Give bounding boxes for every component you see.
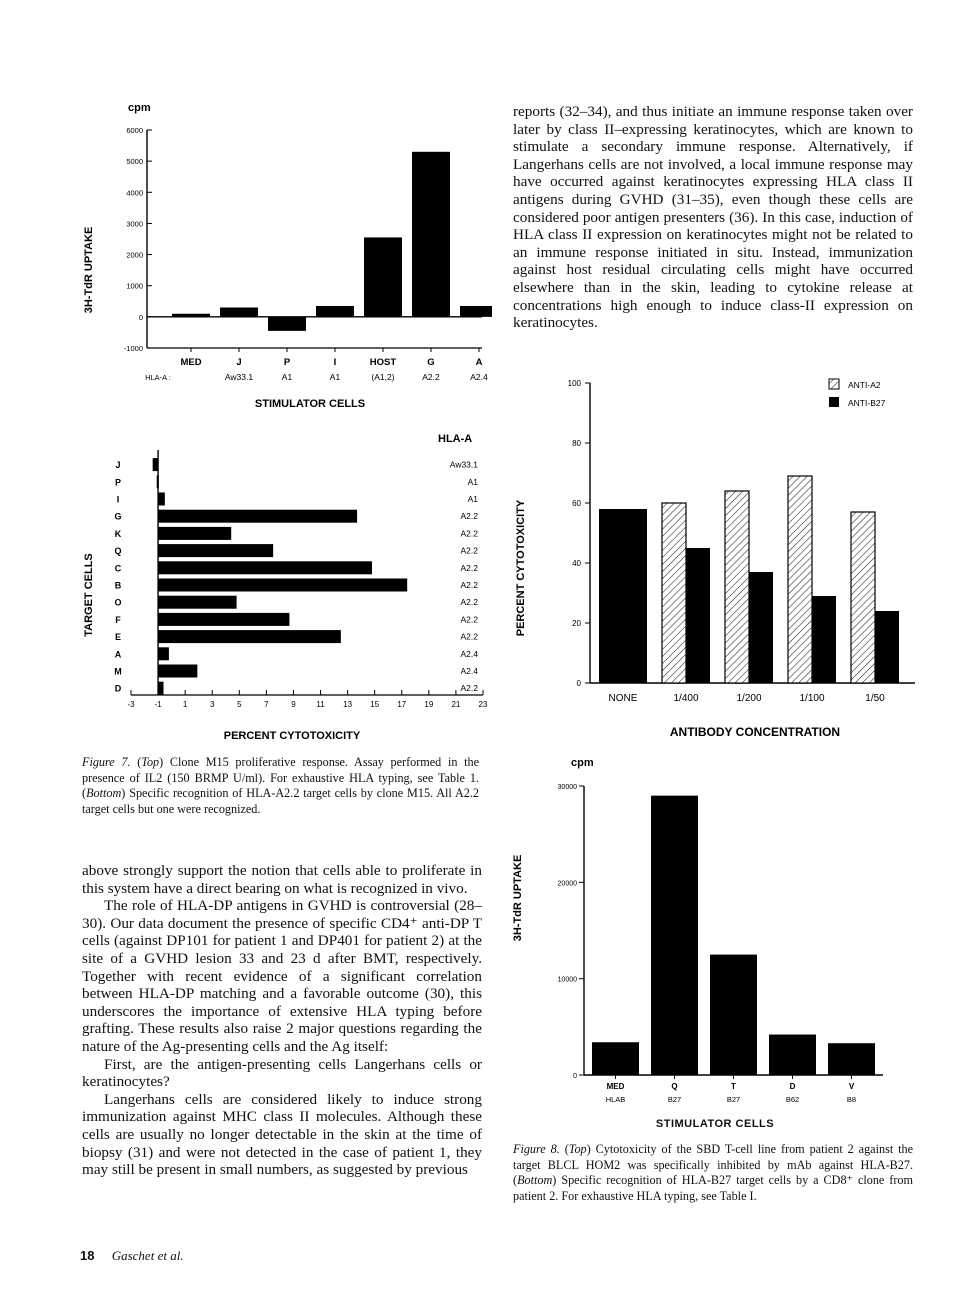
hla-header: HLA-A (438, 433, 473, 445)
x-category-label: 1/200 (736, 693, 762, 704)
bars (599, 476, 899, 683)
x-tick-label: 15 (370, 700, 380, 709)
legend-swatch-anti-a2 (829, 379, 839, 389)
x-tick-label: 9 (291, 700, 296, 709)
hla-prefix: HLA-A : (145, 373, 171, 382)
bar-j (153, 458, 158, 471)
x-categories (145, 357, 488, 382)
bar-d (158, 682, 163, 695)
paragraph: The role of HLA-DP antigens in GVHD is controversial (28–30). Our data document the presence of specific CD4⁺ anti-DP T cells (against DP101 for patient 1 and DP401 for patient 2) at the site of a GVHD lesion 33 and 23 d after BMT, respectively. Together with recent evidence of a significant correlation between HLA-DP matching and a favorable outcome (30), this underscores the importance of extensive HLA typing before grafting. These results also raise 2 major questions regarding the nature of the Ag-presenting cells and the Ag itself: (82, 897, 482, 1055)
hla-label: Aw33.1 (449, 459, 478, 470)
legend-label-anti-a2: ANTI-A2 (848, 380, 881, 390)
bar-v (828, 1043, 875, 1075)
bar-p (268, 317, 306, 331)
hla-label: A2.2 (422, 372, 440, 382)
y-tick-label: -1000 (123, 344, 143, 353)
y-tick-label: 5000 (126, 157, 143, 167)
bar-a (460, 306, 492, 317)
x-axis-label: STIMULATOR CELLS (254, 398, 366, 410)
bar-anti-b27 (875, 611, 899, 683)
rows (114, 458, 478, 695)
figure8-caption-text2: Specific recognition of HLA-B27 target cells by a CD8⁺ clone from patient 2. For exhaustive HLA typing, see Table I. (513, 1173, 913, 1203)
bar-b (158, 579, 407, 592)
hla-label: A1 (329, 372, 341, 382)
figure7-top-chart (72, 95, 492, 415)
x-category-label: Q (671, 1082, 678, 1091)
y-tick-label: 60 (572, 499, 581, 508)
x-category-label: A (475, 357, 483, 368)
hla-label: A2.4 (470, 372, 488, 382)
y-category-label: K (114, 528, 122, 539)
hla-label: A2.2 (460, 597, 478, 608)
bar-t (710, 955, 757, 1075)
bar-m (158, 665, 197, 678)
y-tick-label: 100 (567, 379, 581, 388)
bar-g (158, 510, 357, 523)
x-tick-label: 19 (424, 700, 434, 709)
x-category-label: J (236, 357, 242, 368)
bar-a (158, 647, 169, 660)
hla-label: A2.2 (460, 683, 478, 694)
hla-label: A2.2 (460, 511, 478, 522)
bar-d (769, 1035, 816, 1075)
body-left-column (82, 862, 482, 1179)
x-tick-label: 7 (264, 700, 269, 709)
x-axis-label: ANTIBODY CONCENTRATION (669, 725, 841, 739)
y-tick-label: 0 (576, 679, 581, 688)
y-tick-label: 4000 (126, 188, 143, 198)
hla-label: A2.4 (460, 666, 478, 676)
x-tick-label: 23 (478, 700, 488, 709)
y-tick-label: 6000 (126, 126, 143, 135)
hla-label: A2.2 (460, 545, 478, 556)
hla-label: B62 (785, 1095, 800, 1104)
bar-med (172, 314, 210, 317)
bar-q (651, 796, 698, 1075)
hla-label: A2.2 (460, 580, 478, 590)
x-category-label: 1/50 (865, 693, 885, 704)
y-axis-label: PERCENT CYTOTOXICITY (515, 499, 527, 637)
bar-anti-a2 (662, 503, 686, 683)
running-authors: Gaschet et al. (111, 1248, 184, 1263)
hla-label: A2.2 (460, 562, 478, 573)
paragraph: Langerhans cells are considered likely to induce strong immunization against MHC class II molecules. Although these cells are usually no longer detectable in the skin at the time of biopsy (31) and were not detected in the case of patient 1, they may still be present in small numbers, as suggested by previous (82, 1090, 482, 1179)
y-category-label: J (115, 460, 121, 471)
x-category-label: HOST (369, 357, 397, 368)
figure7-bottom-chart (72, 420, 492, 745)
y-tick-label: 0 (573, 1073, 577, 1080)
y-category-label: I (116, 494, 120, 505)
paragraph: above strongly support the notion that cells able to proliferate in this system have a direct bearing on what is recognized in vivo. (82, 862, 482, 897)
bar-k (158, 527, 231, 540)
x-category-label: G (427, 357, 435, 368)
y-axis-label: TARGET CELLS (83, 553, 95, 637)
hla-label: A1 (467, 476, 478, 487)
x-category-label: 1/100 (799, 693, 825, 704)
y-tick-label: 10000 (557, 976, 577, 984)
hla-label: A1 (281, 372, 293, 382)
x-tick-label: -1 (154, 700, 162, 709)
bar-c (158, 561, 372, 574)
paragraph: reports (32–34), and thus initiate an immune response taken over later by class II–expressing keratinocytes, which are known to stimulate a secondary immune response. Alternatively, if Langerhans cells are not involved, a local immune response may have occurred against keratinocytes expressing HLA class II antigens during GVHD (31–35), even though these cells are considered poor antigen presenters (36). In this case, induction of HLA class II expression on keratinocytes might not be related to an immune response initiated in situ. Instead, immunization against host residual circulating cells might have occurred elsewhere than in the skin, leading to cytokine release at concentrations high enough to induce class-II expression on keratinocytes. (513, 103, 913, 332)
bar-i (158, 493, 165, 506)
figure8-top-chart (505, 368, 925, 748)
bar-i (316, 306, 354, 317)
x-category-label: V (848, 1082, 855, 1091)
y-tick-label: 1000 (126, 281, 143, 291)
y-category-label: B (114, 580, 122, 591)
x-category-label: I (333, 357, 337, 368)
figure7-label: Figure 7. (82, 755, 131, 769)
figure8-top-tag: Top (568, 1142, 587, 1156)
bar-anti-b27 (686, 548, 710, 683)
figure8-label: Figure 8. (513, 1142, 560, 1156)
y-category-label: G (114, 511, 122, 522)
figure7-caption: Figure 7. (Top) Clone M15 proliferative response. Assay performed in the presence of IL2 (150 BRMP U/ml). For exhaustive HLA typing, see Table 1. (Bottom) Specific recognition of HLA-A2.2 target cells by clone M15. All A2.2 target cells but one were recognized. (82, 755, 480, 816)
hla-label: (A1,2) (371, 372, 395, 382)
bar-g (412, 152, 450, 317)
x-tick-label: 1 (182, 700, 188, 709)
y-category-label: Q (114, 546, 122, 557)
figure7-caption-text2: Specific recognition of HLA-A2.2 target cells by clone M15. All A2.2 target cells but one were recognized. (82, 786, 480, 816)
y-unit-label: cpm (571, 757, 594, 769)
bar-med (592, 1042, 639, 1075)
legend (829, 379, 886, 408)
paragraph: First, are the antigen-presenting cells Langerhans cells or keratinocytes? (82, 1055, 482, 1091)
page-number: 18 (80, 1248, 95, 1263)
y-category-label: O (114, 597, 122, 608)
figure8-bottom-tag: Bottom (517, 1173, 553, 1188)
bar-host (364, 237, 402, 316)
x-category-label: 1/400 (673, 693, 699, 704)
hla-label: B8 (846, 1095, 857, 1104)
bar-anti-a2 (725, 491, 749, 683)
x-category-label: MED (606, 1082, 625, 1091)
bar-o (158, 596, 237, 609)
page-footer (80, 1248, 184, 1264)
y-tick-label: 2000 (126, 250, 143, 260)
bar-f (158, 613, 289, 626)
hla-label: B27 (726, 1095, 741, 1104)
y-tick-label: 30000 (557, 784, 577, 791)
y-tick-label: 20 (572, 619, 581, 628)
x-category-label: P (283, 357, 291, 368)
bar-anti-a2 (788, 476, 812, 683)
hla-label: B27 (667, 1095, 682, 1104)
legend-swatch-anti-b27 (829, 397, 839, 407)
hla-label: A2.4 (460, 648, 478, 659)
y-tick-label: 20000 (557, 880, 577, 888)
figure8-bottom-xlabel: STIMULATOR CELLS (655, 1118, 775, 1130)
x-tick-label: 21 (451, 700, 461, 709)
x-categories (609, 693, 886, 704)
body-right-column (513, 103, 913, 332)
figure7-caption-text1: Clone M15 proliferative response. Assay performed in the presence of IL2 (150 BRMP U/ml). For exhaustive HLA typing, see Table 1. (82, 755, 479, 785)
x-tick-label: 17 (397, 700, 407, 709)
x-tick-label: 5 (237, 700, 242, 709)
y-category-label: A (114, 649, 122, 660)
y-category-label: C (114, 563, 122, 574)
y-axis-label: 3H-TdR UPTAKE (512, 854, 524, 942)
x-category-label: T (731, 1082, 736, 1091)
bar-q (158, 544, 273, 557)
y-unit-label: cpm (128, 102, 151, 114)
x-tick-label: 13 (343, 700, 353, 709)
y-tick-label: 3000 (126, 219, 143, 229)
y-tick-label: 40 (572, 559, 581, 568)
x-tick-label: -3 (127, 700, 135, 709)
y-tick-label: 80 (572, 439, 581, 448)
hla-label: HLAB (605, 1095, 626, 1104)
hla-label: A1 (467, 494, 478, 504)
bar-none (599, 509, 647, 683)
y-category-label: P (114, 477, 122, 488)
figure8-bottom-chart (505, 750, 925, 1120)
figure7-top-tag: Top (141, 755, 160, 769)
x-category-label: NONE (608, 693, 638, 704)
x-categories (606, 1082, 856, 1104)
y-category-label: E (114, 632, 122, 643)
x-tick-label: 3 (210, 700, 215, 709)
figure8-caption-text1: Cytotoxicity of the SBD T-cell line from patient 2 against the target BLCL HOM2 was specifically inhibited by mAb against HLA-B27. (513, 1142, 914, 1172)
bars (592, 796, 875, 1079)
bars (147, 152, 492, 352)
x-category-label: D (789, 1082, 796, 1091)
legend-label-anti-b27: ANTI-B27 (848, 398, 886, 408)
bar-anti-b27 (812, 596, 836, 683)
y-category-label: F (115, 614, 121, 625)
bar-j (220, 308, 258, 317)
y-category-label: M (114, 666, 122, 677)
hla-label: A2.2 (460, 528, 478, 539)
bar-anti-b27 (749, 572, 773, 683)
hla-label: Aw33.1 (224, 372, 254, 382)
x-tick-label: 11 (316, 700, 325, 709)
figure7-bottom-tag: Bottom (86, 786, 122, 801)
y-axis-label: 3H-TdR UPTAKE (83, 226, 95, 314)
hla-label: A2.2 (460, 631, 478, 642)
y-category-label: D (114, 683, 122, 694)
bar-anti-a2 (851, 512, 875, 683)
x-category-label: MED (180, 357, 202, 368)
figure8-caption: Figure 8. (Top) Cytotoxicity of the SBD T-cell line from patient 2 against the target BLCL HOM2 was specifically inhibited by mAb against HLA-B27. (Bottom) Specific recognition of HLA-B27 target cells by a CD8⁺ clone from patient 2. For exhaustive HLA typing, see Table I. (513, 1142, 914, 1203)
x-axis-label: PERCENT CYTOTOXICITY (223, 730, 361, 742)
bar-e (158, 630, 341, 643)
hla-label: A2.2 (460, 614, 478, 625)
y-tick-label: 0 (138, 312, 143, 322)
